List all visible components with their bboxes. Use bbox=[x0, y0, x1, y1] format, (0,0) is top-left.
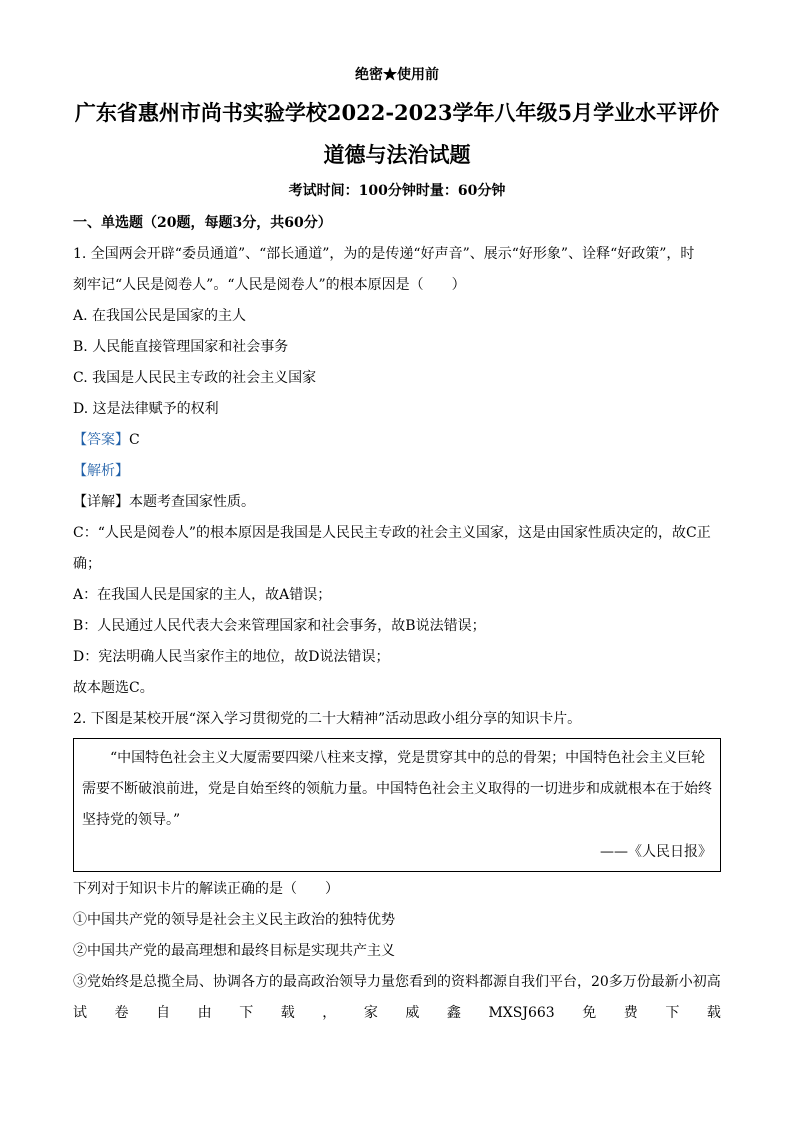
q1-option-a: A. 在我国公民是国家的主人 bbox=[73, 308, 247, 324]
card-line1: “中国特色社会主义大厦需要四梁八柱来支撑，党是贯穿其中的总的骨架；中国特色社会主义巨轮 bbox=[110, 750, 706, 766]
q1-option-d: D. 这是法律赋予的权利 bbox=[73, 401, 219, 417]
exam-subtitle: 道德与法治试题 bbox=[323, 142, 471, 167]
answer-value: C bbox=[129, 432, 140, 448]
footer-word: 威 bbox=[405, 1005, 420, 1021]
q1-explain-a: A：在我国人民是国家的主人，故A错误； bbox=[73, 587, 332, 603]
footer-word: 试 bbox=[73, 1005, 87, 1021]
card-line3: 坚持党的领导。” bbox=[82, 812, 181, 828]
footer-word: 载 bbox=[706, 1005, 721, 1021]
q1-option-b: B. 人民能直接管理国家和社会事务 bbox=[73, 339, 289, 355]
answer-tag: 【答案】 bbox=[73, 432, 129, 448]
q2-stem: 2. 下图是某校开展“深入学习贯彻党的二十大精神”活动思政小组分享的知识卡片。 bbox=[73, 711, 582, 727]
q1-explain-c-line2: 确； bbox=[73, 556, 101, 572]
footer-word: 载 bbox=[280, 1005, 295, 1021]
q1-conclusion: 故本题选C。 bbox=[73, 680, 154, 696]
q2-item2: ②中国共产党的最高理想和最终目标是实现共产主义 bbox=[73, 943, 395, 959]
q1-answer bbox=[73, 431, 140, 449]
card-line2: 需要不断破浪前进，党是自始至终的领航力量。中国特色社会主义取得的一切进步和成就根本在于始终 bbox=[82, 781, 712, 797]
footer-code: MXSJ663 bbox=[488, 1005, 555, 1021]
q1-explain-b: B：人民通过人民代表大会来管理国家和社会事务，故B说法错误； bbox=[73, 618, 486, 634]
section-heading: 一、单选题（20题，每题3分，共60分） bbox=[73, 215, 332, 231]
q2-question: 下列对于知识卡片的解读正确的是（ ） bbox=[73, 881, 339, 897]
footer-word: 自 bbox=[156, 1005, 171, 1021]
footer-word: 费 bbox=[623, 1005, 638, 1021]
knowledge-card bbox=[73, 738, 721, 872]
footer-word: 下 bbox=[239, 1005, 254, 1021]
exam-time: 考试时间：100分钟时量：60分钟 bbox=[288, 183, 506, 199]
q1-explain-c-line1: C：“人民是阅卷人”的根本原因是我国是人民民主专政的社会主义国家，这是由国家性质决定的，故C正 bbox=[73, 525, 711, 541]
q1-stem-line2: 刻牢记“人民是阅卷人”。“人民是阅卷人”的根本原因是（ ） bbox=[73, 277, 466, 293]
footer-word: 家 bbox=[363, 1005, 378, 1021]
footer-word: 卷 bbox=[114, 1005, 129, 1021]
download-footer bbox=[73, 1004, 721, 1022]
q1-stem-line1: 1. 全国两会开辟“委员通道”、“部长通道”，为的是传递“好声音”、展示“好形象”、诠释“好政策”，时 bbox=[73, 246, 695, 262]
exam-title: 广东省惠州市尚书实验学校2022-2023学年八年级5月学业水平评价 bbox=[74, 100, 720, 125]
q1-option-c: C. 我国是人民民主专政的社会主义国家 bbox=[73, 370, 317, 386]
footer-word: 由 bbox=[197, 1005, 212, 1021]
footer-word: 鑫 bbox=[446, 1005, 461, 1021]
q2-item1: ①中国共产党的领导是社会主义民主政治的独特优势 bbox=[73, 912, 395, 928]
footer-word: 免 bbox=[582, 1005, 597, 1021]
q2-item3: ③党始终是总揽全局、协调各方的最高政治领导力量您看到的资料都源自我们平台，20多万份最新小初高 bbox=[73, 974, 721, 990]
footer-word: 下 bbox=[665, 1005, 680, 1021]
footer-word: ， bbox=[322, 1005, 337, 1021]
q1-explain-d: D：宪法明确人民当家作主的地位，故D说法错误； bbox=[73, 649, 390, 665]
secret-label: 绝密★使用前 bbox=[355, 67, 439, 83]
detail-text: 本题考查国家性质。 bbox=[129, 494, 255, 510]
card-source: ——《人民日报》 bbox=[600, 844, 712, 860]
q1-detail bbox=[73, 493, 255, 511]
detail-tag: 【详解】 bbox=[73, 494, 129, 510]
analysis-tag: 【解析】 bbox=[73, 463, 129, 479]
